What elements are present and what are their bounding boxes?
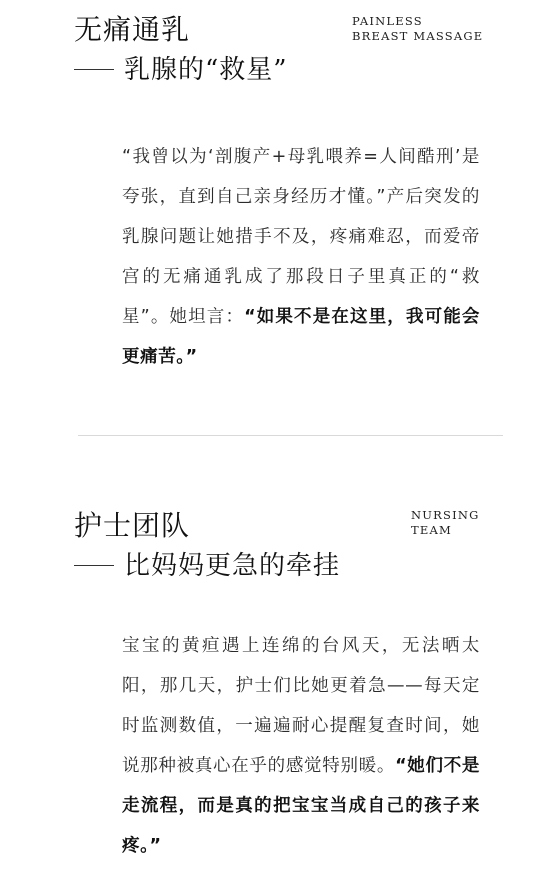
- english-label: [411, 508, 479, 538]
- english-label-line-2: TEAM: [411, 523, 452, 537]
- subtitle-text: 比妈妈更急的牵挂: [124, 551, 341, 581]
- dash-divider: [74, 69, 114, 70]
- english-label-line-1: PAINLESS: [352, 14, 423, 28]
- english-label: [352, 14, 483, 44]
- section-subtitle: [74, 52, 288, 88]
- subtitle-text: 乳腺的“救星”: [124, 55, 288, 85]
- section-divider: [78, 435, 503, 436]
- body-text: 宝宝的黄疸遇上连绵的台风天，无法晒太阳，那几天，护士们比她更着急——每天定时监测数值，一遍遍耐心提醒复查时间，她说那种被真心在乎的感觉特别暖。: [122, 636, 480, 776]
- dash-divider: [74, 565, 114, 566]
- body-paragraph: [122, 137, 480, 377]
- section-subtitle: [74, 548, 340, 584]
- section-title: 护士团队: [74, 509, 191, 542]
- body-paragraph: [122, 626, 480, 866]
- english-label-line-2: BREAST MASSAGE: [352, 29, 484, 43]
- highlight-quote: “如果不是在这里，我可能会更痛苦。”: [122, 307, 480, 367]
- section-title: 无痛通乳: [74, 13, 191, 46]
- highlight-quote: “她们不是走流程，而是真的把宝宝当成自己的孩子来疼。”: [122, 756, 480, 856]
- english-label-line-1: NURSING: [411, 508, 480, 522]
- body-text: “我曾以为‘剖腹产+母乳喂养=人间酷刑’是夸张，直到自己亲身经历才懂。”产后突发的乳腺问题让她措手不及，疼痛难忍，而爱帝宫的无痛通乳成了那段日子里真正的“救星”。她坦言：: [122, 147, 480, 327]
